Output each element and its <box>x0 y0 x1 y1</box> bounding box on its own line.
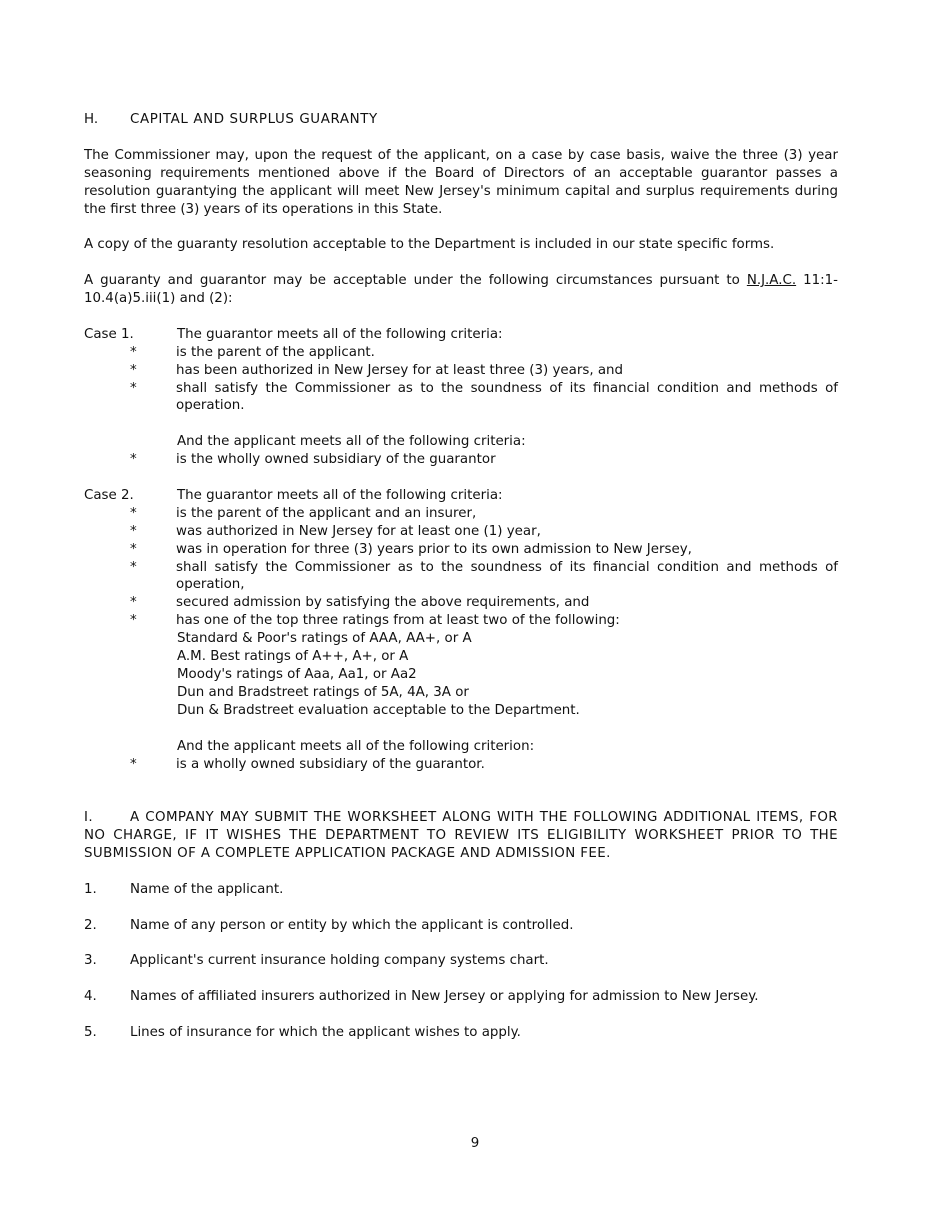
case-label: Case 1. <box>84 326 134 342</box>
asterisk-bullet: * <box>130 756 137 772</box>
case-intro: The guarantor meets all of the following criteria: <box>177 487 503 503</box>
item-text: Lines of insurance for which the applicant wishes to apply. <box>130 1025 521 1040</box>
asterisk-bullet: * <box>130 380 137 396</box>
section-title: CAPITAL AND SURPLUS GUARANTY <box>130 112 378 127</box>
case-label: Case 2. <box>84 487 134 503</box>
list-item: * secured admission by satisfying the above requirements, and <box>84 594 838 612</box>
case-2 <box>84 487 838 505</box>
section-i-text: A COMPANY MAY SUBMIT THE WORKSHEET ALONG WITH THE FOLLOWING ADDITIONAL ITEMS, FOR NO CHARGE, IF IT WISHES THE DEPARTMENT TO REVIEW ITS ELIGIBILITY WORKSHEET PRIOR TO THE SUBMISSION OF A COMPLETE APPLICATION PACKAGE AND ADMISSION FEE. <box>84 810 838 862</box>
asterisk-bullet: * <box>130 344 137 360</box>
numbered-item <box>84 881 838 899</box>
document-page <box>84 111 838 1042</box>
asterisk-bullet: * <box>130 362 137 378</box>
asterisk-bullet: * <box>130 505 137 521</box>
item-number: 3. <box>84 953 97 969</box>
asterisk-bullet: * <box>130 452 137 468</box>
paragraph-text: A guaranty and guarantor may be acceptable under the following circumstances pursuant to <box>84 273 747 289</box>
item-number: 4. <box>84 989 97 1005</box>
rating-line: Moody's ratings of Aaa, Aa1, or Aa2 <box>177 667 417 682</box>
applicant-intro: And the applicant meets all of the following criteria: <box>177 434 526 450</box>
item-text: Applicant's current insurance holding company systems chart. <box>130 953 549 969</box>
case-1 <box>84 326 838 344</box>
list-item: * has one of the top three ratings from at least two of the following: <box>84 612 838 630</box>
list-item: * is the parent of the applicant. <box>84 344 838 362</box>
list-item: * was in operation for three (3) years prior to its own admission to New Jersey, <box>84 541 838 559</box>
citation: N.J.A.C. <box>746 273 797 289</box>
section-number: I. <box>84 810 94 826</box>
list-item: * is a wholly owned subsidiary of the guarantor. <box>84 756 838 774</box>
numbered-item <box>84 1024 838 1042</box>
case-intro: The guarantor meets all of the following criteria: <box>177 326 503 342</box>
paragraph-text: 11:1-10.4(a)5.iii(1) and (2): <box>84 273 838 307</box>
paragraph: The Commissioner may, upon the request of the applicant, on a case by case basis, waive the three (3) year seasoning requirements mentioned above if the Board of Directors of an acceptable guarantor passes a resolution guarantying the applicant will meet New Jersey's minimum capital and surplus requirements during the first three (3) years of its operations in this State. <box>84 147 838 217</box>
list-item: * is the wholly owned subsidiary of the guarantor <box>84 451 838 469</box>
section-h-heading <box>84 111 838 129</box>
paragraph <box>84 272 838 308</box>
item-number: 2. <box>84 917 97 933</box>
applicant-intro: And the applicant meets all of the following criterion: <box>177 738 535 754</box>
rating-line: Standard & Poor's ratings of AAA, AA+, or A <box>177 631 472 647</box>
rating-line: A.M. Best ratings of A++, A+, or A <box>177 649 409 665</box>
numbered-item <box>84 917 838 935</box>
page-number: 9 <box>470 1136 480 1151</box>
asterisk-bullet: * <box>130 613 137 629</box>
section-i-heading <box>84 809 838 863</box>
item-number: 1. <box>84 881 97 897</box>
list-item: * was authorized in New Jersey for at least one (1) year, <box>84 523 838 541</box>
numbered-item <box>84 988 838 1006</box>
asterisk-bullet: * <box>130 595 137 611</box>
numbered-item <box>84 952 838 970</box>
asterisk-bullet: * <box>130 541 137 557</box>
paragraph: A copy of the guaranty resolution acceptable to the Department is included in our state specific forms. <box>84 237 775 253</box>
rating-line: Dun and Bradstreet ratings of 5A, 4A, 3A or <box>177 684 469 700</box>
section-number: H. <box>84 112 99 127</box>
item-text: Names of affiliated insurers authorized in New Jersey or applying for admission to New Jersey. <box>130 989 759 1005</box>
list-item: * shall satisfy the Commissioner as to the soundness of its financial condition and methods of operation, <box>84 559 838 595</box>
list-item: * is the parent of the applicant and an insurer, <box>84 505 838 523</box>
rating-line: Dun & Bradstreet evaluation acceptable to the Department. <box>177 702 580 718</box>
item-text: Name of any person or entity by which the applicant is controlled. <box>130 917 574 933</box>
asterisk-bullet: * <box>130 523 137 539</box>
asterisk-bullet: * <box>130 559 137 575</box>
list-item: * has been authorized in New Jersey for at least three (3) years, and <box>84 362 838 380</box>
item-number: 5. <box>84 1025 97 1040</box>
item-text: Name of the applicant. <box>130 881 284 897</box>
list-item: * shall satisfy the Commissioner as to the soundness of its financial condition and methods of operation. <box>84 380 838 416</box>
